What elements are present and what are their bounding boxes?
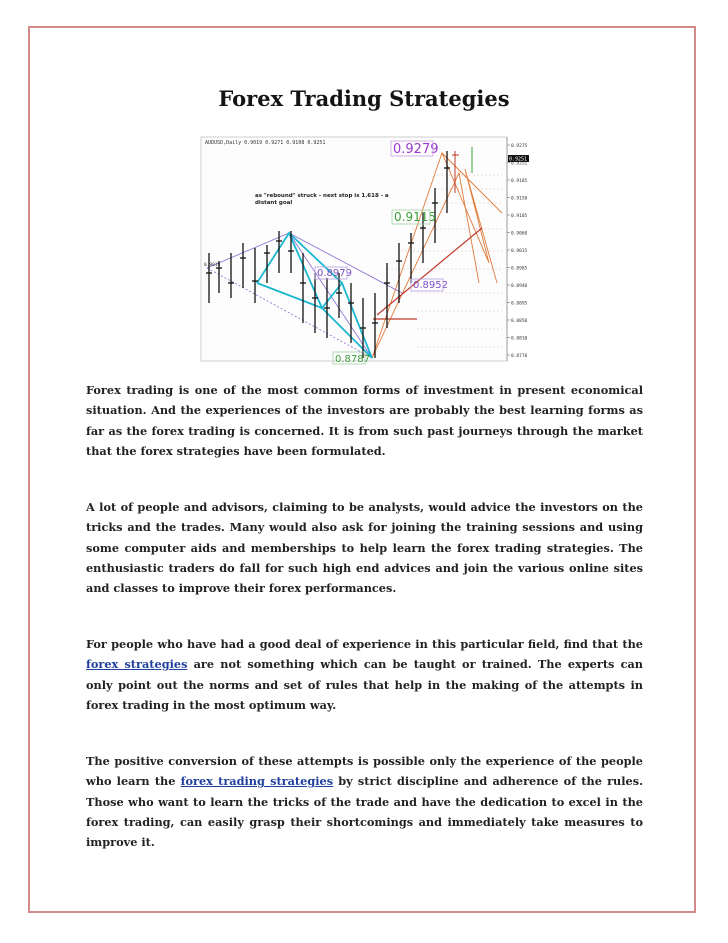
axis-tick-label: 0.9251 bbox=[511, 161, 528, 167]
current-price-tag: 0.9251 bbox=[509, 156, 528, 163]
axis-tick-label: 0.8940 bbox=[511, 283, 528, 289]
price-label-0: 0.9279 bbox=[393, 142, 439, 157]
forex-chart bbox=[197, 133, 530, 365]
left-price-label: 0.9019 bbox=[204, 263, 221, 268]
price-label-1: 0.9115 bbox=[394, 210, 436, 224]
paragraph-2: A lot of people and advisors, claiming to be analysts, would advice the investors on the tricks and the trades. Many would also ask for joining the training sessions and using some computer aids and memberships to help learn the forex trading strategies. The enthusiastic traders do fall for such high end advices and join the various online sites and classes to improve their forex performances. bbox=[86, 500, 643, 596]
paragraph-4-text-b: by strict discipline and adherence of the rules. Those who want to learn the tricks of the trade and have the dedication to excel in the forex trading, can easily grasp their shortcomings and immediately take measures to improve it. bbox=[86, 774, 644, 850]
forex-strategies-link[interactable]: forex strategies bbox=[86, 657, 188, 672]
paragraph-4 bbox=[86, 751, 643, 852]
page-title: Forex Trading Strategies bbox=[218, 86, 510, 111]
paragraph-1: Forex trading is one of the most common forms of investment in present economical situation. And the experiences of the investors are probably the best learning forms as far as the forex trading is concerned. It is from such past journeys through the market that the forex strategies have been formulated. bbox=[86, 383, 643, 458]
axis-tick-label: 0.9015 bbox=[511, 248, 528, 254]
axis-tick-label: 0.9185 bbox=[511, 178, 528, 184]
forex-trading-strategies-link[interactable]: forex trading strategies bbox=[180, 774, 334, 789]
paragraph-3-text-a: For people who have had a good deal of experience in this particular field, find that the bbox=[86, 637, 643, 651]
axis-tick-label: 0.8850 bbox=[511, 318, 528, 324]
axis-tick-label: 0.8985 bbox=[511, 266, 528, 272]
axis-tick-label: 0.8810 bbox=[511, 336, 528, 342]
axis-tick-label: 0.9060 bbox=[511, 231, 528, 237]
chart-header: AUDUSD,Daily 0.9019 0.9271 0.9108 0.9251 bbox=[205, 140, 326, 146]
paragraph-4-text-a: The positive conversion of these attempts is possible only the experience of the people who learn the bbox=[86, 754, 643, 789]
axis-tick-label: 0.9275 bbox=[511, 143, 528, 149]
chart-annotation: as "rebound" struck - next stop is 1.618 - a distant goal bbox=[255, 193, 389, 206]
price-label-2: 0.8979 bbox=[317, 268, 352, 279]
forex-chart-image bbox=[197, 133, 530, 365]
axis-tick-label: 0.8770 bbox=[511, 353, 528, 359]
axis-tick-label: 0.8895 bbox=[511, 301, 528, 307]
paragraph-3 bbox=[86, 634, 643, 715]
price-label-4: 0.8787 bbox=[335, 354, 370, 365]
axis-tick-label: 0.9105 bbox=[511, 213, 528, 219]
axis-tick-label: 0.9150 bbox=[511, 196, 528, 202]
price-label-3: 0.8952 bbox=[413, 280, 448, 291]
paragraph-3-text-b: are not something which can be taught or trained. The experts can only point out the norms and set of rules that help in the making of the attempts in forex trading in the most optimum way. bbox=[86, 657, 643, 712]
